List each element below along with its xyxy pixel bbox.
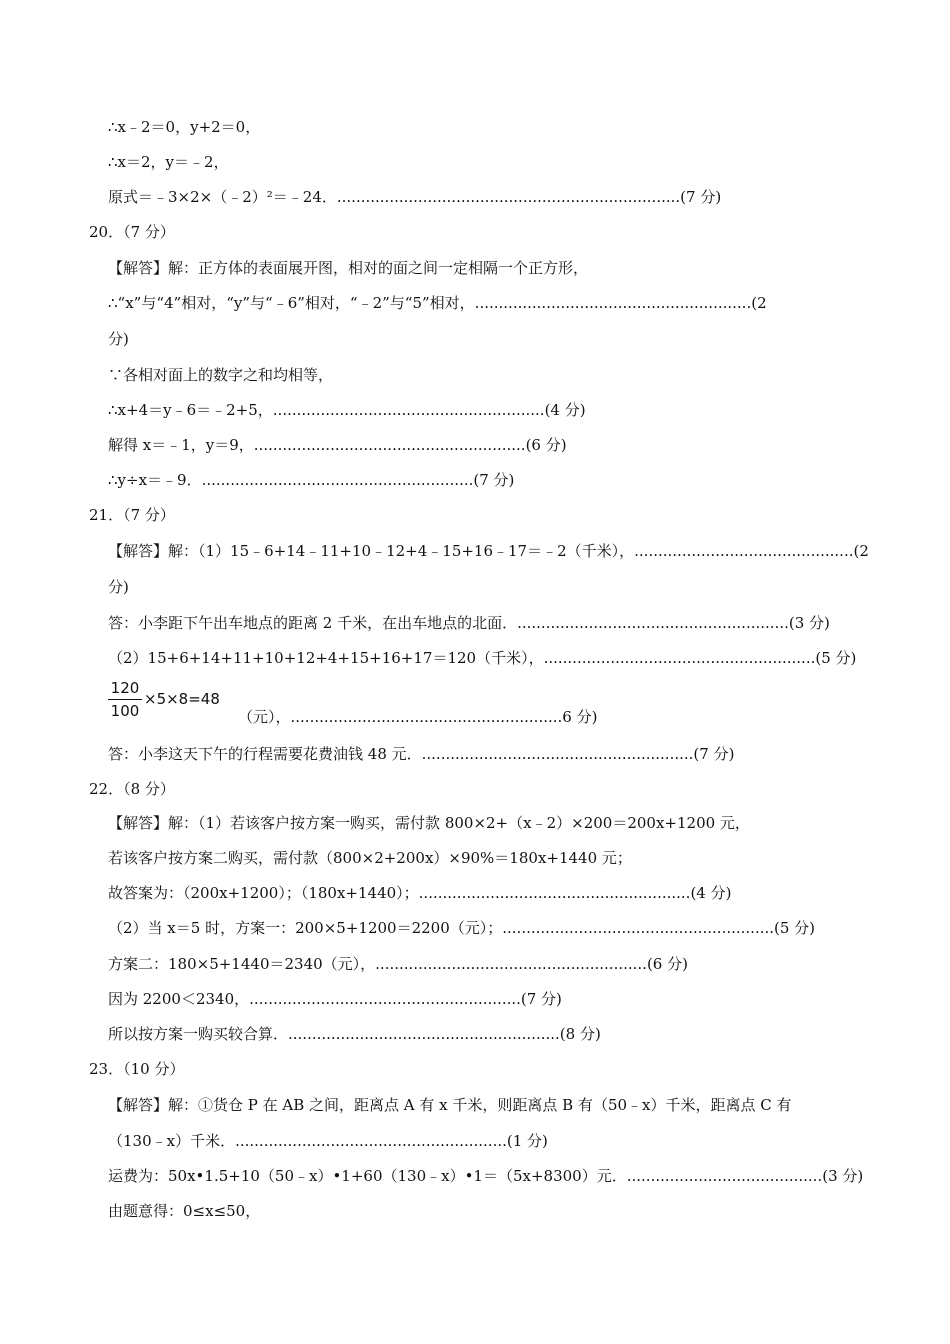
text-line: 因为 2200＜2340，.........................................................(7 分) — [108, 990, 562, 1008]
text-line: ∴“x”与“4”相对，“y”与“﹣6”相对，“﹣2”与“5”相对，..........................................................(2 — [108, 294, 767, 312]
question-heading: 23．（10 分） — [89, 1060, 185, 1078]
text-line: 【解答】解：（1）15﹣6+14﹣11+10﹣12+4﹣15+16﹣17＝﹣2（千米），..............................................(2 — [108, 542, 869, 560]
fraction-numerator: 120 — [110, 679, 140, 697]
text-line: 答：小李距下午出车地点的距离 2 千米，在出车地点的北面．.........................................................(3 分) — [108, 614, 830, 632]
question-heading: 20．（7 分） — [89, 223, 175, 241]
question-heading: 22．（8 分） — [89, 780, 175, 798]
text-line: 运费为：50x•1.5+10（50﹣x）•1+60（130﹣x）•1＝（5x+8300）元．.........................................(3 分) — [108, 1167, 864, 1185]
question-heading: 21．（7 分） — [89, 506, 175, 524]
text-line: 分) — [108, 578, 129, 596]
text-line: ∴x＝2，y＝﹣2， — [108, 153, 229, 171]
text-line: （130﹣x）千米．.........................................................(1 分) — [108, 1132, 548, 1150]
text-line: （元），.........................................................6 分) — [238, 708, 598, 726]
text-line: 由题意得：0≤x≤50， — [108, 1202, 261, 1220]
text-line: 所以按方案一购买较合算．.........................................................(8 分) — [108, 1025, 601, 1043]
text-line: 原式＝﹣3×2×（﹣2）²＝﹣24．........................................................................(7 分) — [108, 188, 722, 206]
text-line: ∴y÷x＝﹣9．.........................................................(7 分) — [108, 471, 515, 489]
text-line: ∴x+4＝y﹣6＝﹣2+5，.........................................................(4 分) — [108, 401, 586, 419]
fraction-bar — [108, 699, 142, 700]
text-line: 若该客户按方案二购买，需付款（800×2+200x）×90%＝180x+1440 元； — [108, 849, 632, 867]
text-line: 解得 x＝﹣1，y＝9，.........................................................(6 分) — [108, 436, 567, 454]
text-line: ∵各相对面上的数字之和均相等， — [108, 366, 334, 384]
fraction-expression — [108, 678, 248, 724]
text-line: （2）15+6+14+11+10+12+4+15+16+17＝120（千米），.........................................................(5 分) — [108, 649, 857, 667]
text-line: ∴x﹣2＝0，y+2＝0， — [108, 118, 261, 136]
fraction-product: ×5×8=48 — [144, 690, 220, 708]
fraction — [108, 678, 142, 721]
text-line: 方案二：180×5+1440＝2340（元），.........................................................(6 分) — [108, 955, 688, 973]
text-line: 【解答】解：（1）若该客户按方案一购买，需付款 800×2+（x﹣2）×200＝200x+1200 元， — [108, 814, 750, 832]
text-line: 故答案为：（200x+1200）；（180x+1440）；.........................................................(4 分) — [108, 884, 732, 902]
fraction-denominator: 100 — [110, 702, 140, 720]
text-line: 【解答】解：①货仓 P 在 AB 之间，距离点 A 有 x 千米，则距离点 B 有（50﹣x）千米，距离点 C 有 — [108, 1096, 792, 1114]
text-line: 【解答】解：正方体的表面展开图，相对的面之间一定相隔一个正方形， — [108, 259, 589, 277]
text-line: （2）当 x＝5 时，方案一：200×5+1200＝2200（元）；.........................................................(5 分) — [108, 919, 816, 937]
text-line: 分) — [108, 330, 129, 348]
text-line: 答：小李这天下午的行程需要花费油钱 48 元．.........................................................(7 分) — [108, 745, 735, 763]
